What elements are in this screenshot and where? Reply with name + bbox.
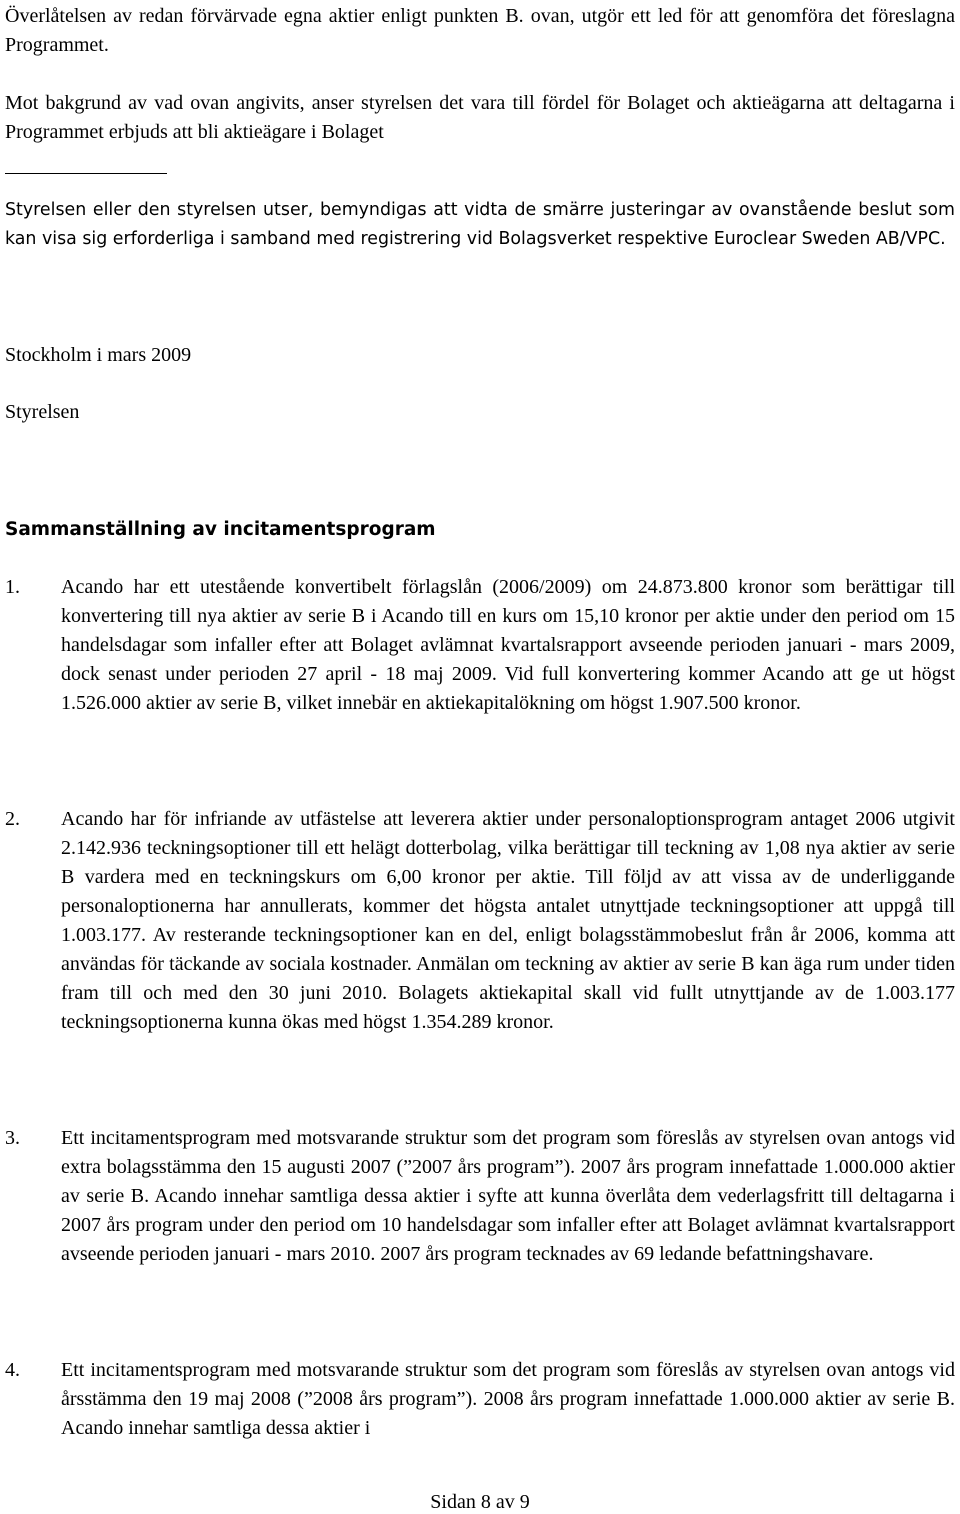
- list-item: [5, 805, 955, 1037]
- page-footer: Sidan 8 av 9: [430, 1491, 530, 1513]
- list-item: [5, 1356, 955, 1443]
- list-item-number: 3.: [5, 1127, 20, 1149]
- list-item-text: Acando har för infriande av utfästelse att leverera aktier under personaloptionsprogram antaget 2006 utgivit 2.142.936 teckningsoptioner till ett helägt dotterbolag, vilka berättigar till teckning av 1,08 nya aktier av serie B vardera med en teckningskurs om 6,00 kronor per aktie. Till följd av att vissa av de underliggande personaloptionerna har annullerats, kommer det högsta antalet utnyttjade teckningsoptioner att uppgå till 1.003.177. Av resterande teckningsoptioner kan en del, enligt bolagsstämmobeslut från år 2006, komma att användas för täckande av sociala kostnader. Anmälan om teckning av aktier av serie B kan äga rum under tiden fram till och med den 30 juni 2010. Bolagets aktiekapital skall vid fullt utnyttjande av de 1.003.177 teckningsoptionerna kunna ökas med högst 1.354.289 kronor.: [61, 808, 955, 1033]
- list-item: [5, 1124, 955, 1269]
- separator-line: [5, 173, 167, 174]
- list-item-number: 1.: [5, 576, 20, 598]
- summary-heading: Sammanställning av incitamentsprogram: [5, 519, 436, 540]
- list-item-text: Ett incitamentsprogram med motsvarande struktur som det program som föreslås av styrelsen ovan antogs vid extra bolagsstämma den 15 augusti 2007 (”2007 års program”). 2007 års program innefattade 1.000.000 aktier av serie B. Acando innehar samtliga dessa aktier i syfte att kunna överlåta dem vederlagsfritt till deltagarna i 2007 års program under den period om 10 handelsdagar som infaller efter att Bolaget avlämnat kvartalsrapport avseende perioden januari - mars 2010. 2007 års program tecknades av 69 ledande befattningshavare.: [61, 1127, 955, 1265]
- intro-paragraph-1: Överlåtelsen av redan förvärvade egna aktier enligt punkten B. ovan, utgör ett led för att genomföra det föreslagna Programmet.: [5, 5, 955, 56]
- list-item-text: Ett incitamentsprogram med motsvarande struktur som det program som föreslås av styrelsen ovan antogs vid årsstämma den 19 maj 2008 (”2008 års program”). 2008 års program innefattade 1.000.000 aktier av serie B. Acando innehar samtliga dessa aktier i: [61, 1359, 955, 1439]
- intro-paragraph-2: Mot bakgrund av vad ovan angivits, anser styrelsen det vara till fördel för Bolaget och aktieägarna att deltagarna i Programmet erbjuds att bli aktieägare i Bolaget: [5, 92, 955, 143]
- list-item-number: 4.: [5, 1359, 20, 1381]
- list-item-number: 2.: [5, 808, 20, 830]
- intro-section: [5, 2, 955, 147]
- document-page: [5, 0, 955, 1513]
- list-item-text: Acando har ett utestående konvertibelt förlagslån (2006/2009) om 24.873.800 kronor som berättigar till konvertering till nya aktier av serie B i Acando till en kurs om 15,10 kronor per aktie under den period om 15 handelsdagar som infaller efter att Bolaget avlämnat kvartalsrapport avseende perioden januari - mars 2009, dock senast under perioden 27 april - 18 maj 2009. Vid full konvertering kommer Acando att ge ut högst 1.526.000 aktier av serie B, vilket innebär en aktiekapitalökning om högst 1.907.500 kronor.: [61, 576, 955, 714]
- authorization-paragraph: Styrelsen eller den styrelsen utser, bemyndigas att vidta de smärre justeringar av ovanstående beslut som kan visa sig erforderliga i samband med registrering vid Bolagsverket respektive Euroclear Sweden AB/VPC.: [5, 200, 955, 249]
- signature-signer: Styrelsen: [5, 401, 80, 423]
- list-item: [5, 573, 955, 718]
- signature-place-date: Stockholm i mars 2009: [5, 344, 192, 366]
